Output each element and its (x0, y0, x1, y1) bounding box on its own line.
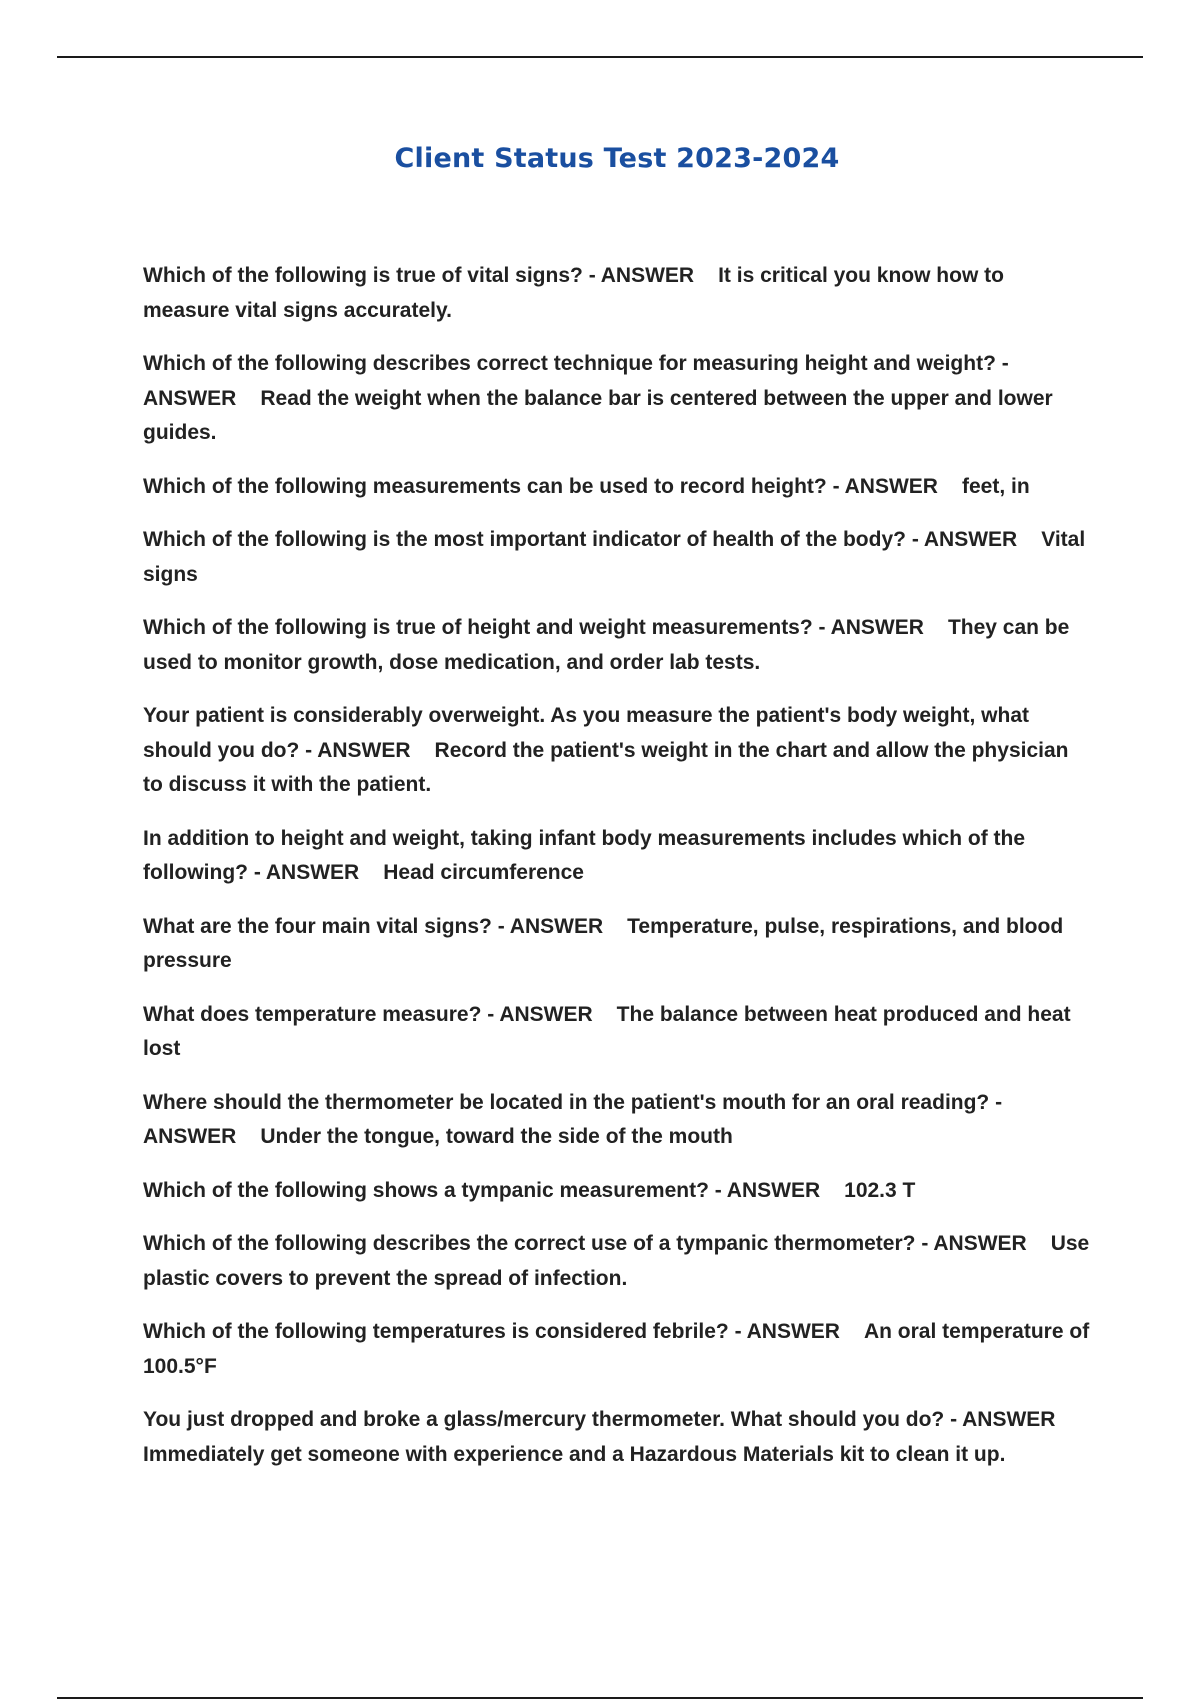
question-text: Which of the following is the most important indicator of health of the body? (143, 528, 906, 551)
question-text: Where should the thermometer be located in the patient's mouth for an oral reading? (143, 1090, 990, 1114)
question-text: Which of the following measurements can be used to record height? (143, 474, 827, 498)
answer-text: Read the weight when the balance bar is centered between the upper and lower guides. (143, 386, 1053, 444)
question-text: Which of the following temperatures is considered febrile? (143, 1320, 729, 1343)
qa-item (143, 259, 1093, 328)
question-text: You just dropped and broke a glass/mercury thermometer. What should you do? (143, 1408, 945, 1431)
answer-marker: - ANSWER (305, 738, 411, 762)
answer-text: Head circumference (383, 861, 584, 884)
question-text: Which of the following is true of vital signs? (143, 264, 583, 287)
answer-text: Record the patient's weight in the chart and allow the physician to discuss it with the patient. (143, 738, 1069, 796)
answer-marker: - ANSWER (714, 1178, 821, 1202)
answer-text: Vital signs (143, 528, 1086, 586)
answer-marker: - ANSWER (487, 1002, 593, 1026)
answer-marker: - ANSWER (143, 352, 1009, 410)
answer-text: The balance between heat produced and heat lost (143, 1002, 1071, 1060)
answer-marker: - ANSWER (911, 528, 1018, 551)
qa-item (143, 347, 1093, 451)
qa-item (143, 910, 1093, 979)
answer-text: 102.3 T (844, 1178, 916, 1202)
qa-item (143, 998, 1093, 1067)
answer-text: They can be used to monitor growth, dose medication, and order lab tests. (143, 616, 1070, 674)
answer-text: feet, in (961, 474, 1030, 498)
answer-marker: - ANSWER (950, 1408, 1056, 1431)
answer-marker: - ANSWER (832, 474, 938, 498)
answer-text: Use plastic covers to prevent the spread of infection. (143, 1232, 1090, 1290)
answer-text: Temperature, pulse, respirations, and blood pressure (143, 914, 1064, 972)
qa-item (143, 1174, 1093, 1209)
answer-marker: - ANSWER (734, 1320, 840, 1343)
page-title: Client Status Test 2023-2024 (394, 143, 840, 174)
question-text: Which of the following describes correct technique for measuring height and weight? (143, 352, 996, 375)
question-text: Which of the following describes the correct use of a tympanic thermometer? (143, 1232, 916, 1255)
question-text: In addition to height and weight, taking infant body measurements includes which of the following? (143, 826, 1026, 884)
qa-item (143, 611, 1093, 680)
answer-text: An oral temperature of 100.5°F (143, 1320, 1090, 1378)
answer-marker: - ANSWER (818, 616, 924, 639)
question-text: Which of the following is true of height and weight measurements? (143, 616, 813, 639)
question-text: Your patient is considerably overweight. As you measure the patient's body weight, what should you do? (143, 704, 1029, 762)
top-rule (57, 56, 1143, 58)
bottom-rule (57, 1697, 1143, 1699)
answer-text: Under the tongue, toward the side of the mouth (260, 1125, 733, 1148)
answer-marker: - ANSWER (588, 264, 695, 287)
answer-marker: - ANSWER (497, 914, 604, 938)
answer-text: Immediately get someone with experience and a Hazardous Materials kit to clean it up. (143, 1442, 1006, 1466)
qa-item (143, 1315, 1093, 1384)
question-text: What does temperature measure? (143, 1002, 482, 1026)
qa-list (143, 259, 1093, 1491)
qa-item (143, 523, 1093, 592)
question-text: What are the four main vital signs? (143, 914, 492, 938)
qa-item (143, 470, 1093, 505)
qa-item (143, 1086, 1093, 1155)
answer-text: It is critical you know how to measure vital signs accurately. (143, 264, 1004, 322)
qa-item (143, 1403, 1093, 1472)
qa-item (143, 1227, 1093, 1296)
answer-marker: - ANSWER (143, 1090, 1003, 1148)
qa-item (143, 699, 1093, 803)
qa-item (143, 822, 1093, 891)
answer-marker: - ANSWER (253, 861, 360, 884)
question-text: Which of the following shows a tympanic measurement? (143, 1178, 709, 1202)
answer-marker: - ANSWER (921, 1232, 1027, 1255)
